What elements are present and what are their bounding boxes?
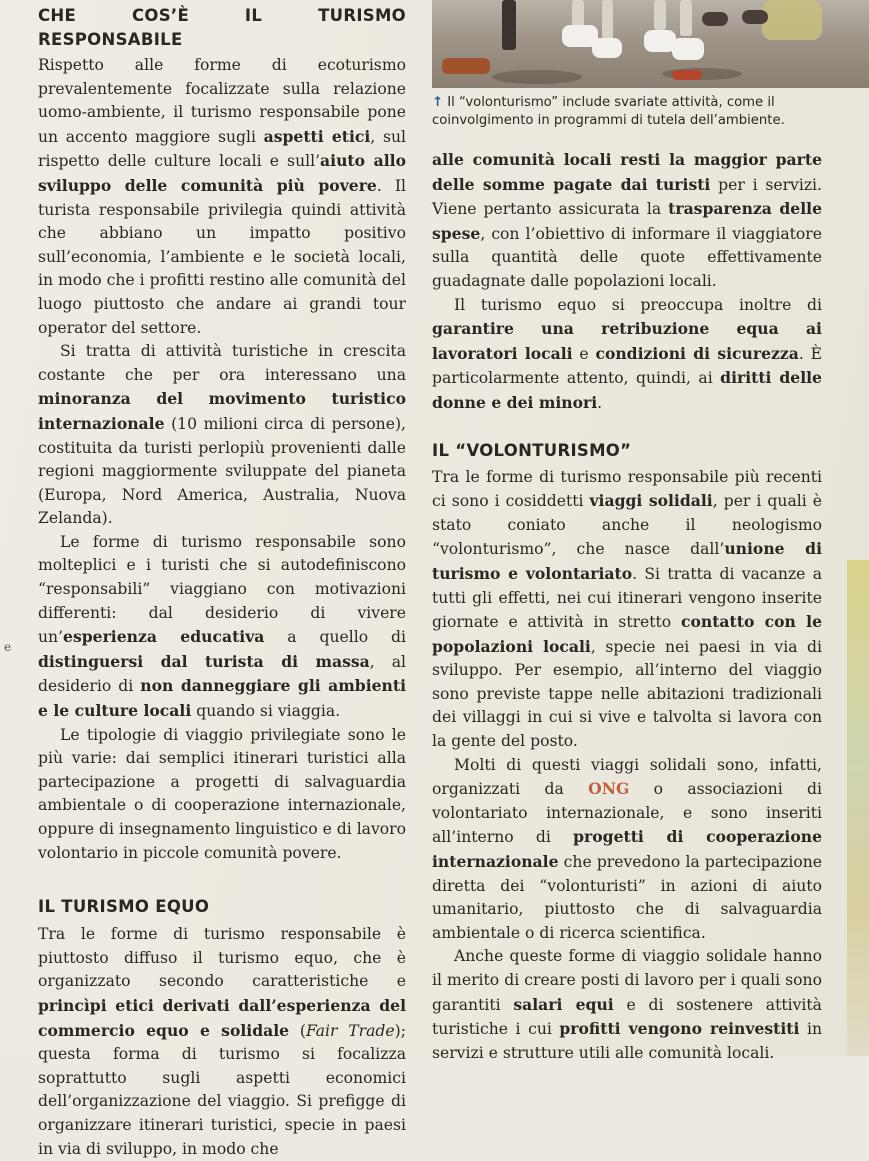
volunteers-photo: [432, 0, 869, 88]
paragraph-5-continued: alle comunità locali resti la maggior parte delle somme pagate dai turisti per i servizi. Viene pertanto assicurata la trasparenza delle spese, con l’obiettivo di informare il viaggiatore sulla quantità delle quote effettivamente guadagnate dalle popolazioni locali.: [432, 150, 822, 290]
paragraph-7: Tra le forme di turismo responsabile più recenti ci sono i cosiddetti viaggi solidali, per i quali è stato coniato anche il neologismo “volonturismo”, che nasce dall’unione di turismo e volontariato. Si tratta di vacanze a tutti gli effetti, nei cui itinerari vengono inserite giornate e attività in stretto contatto con le popolazioni locali, specie nei paesi in via di sviluppo. Per esempio, all’interno del viaggio sono previste tappe nelle abitazioni tradizionali dei villaggi in cui si vive e talvolta si lavora con la gente del posto.: [432, 467, 823, 751]
paragraph-3: Le forme di turismo responsabile sono molteplici e i turisti che si autodefiniscono “responsabili” viaggiano con motivazioni differenti: dal desiderio di vivere un’esperienza educativa a quello di distinguersi dal turista di massa, al desiderio di non danneggiare gli ambienti e le culture locali quando si viaggia.: [38, 532, 407, 721]
arrow-up-icon: ↑: [432, 95, 444, 110]
heading-turismo-equo: IL TURISMO EQUO: [38, 897, 210, 917]
ong-term: ONG: [588, 779, 630, 799]
heading-volonturismo: IL “VOLONTURISMO”: [432, 440, 632, 460]
paragraph-4: Le tipologie di viaggio privilegiate sono le più varie: dai semplici itinerari turistici alla partecipazione a progetti di salvaguardia ambientale o di cooperazione internazionale, oppure di insegnamento linguistico e di lavoro volontario in piccole comunità povere.: [38, 725, 407, 862]
next-page-edge: [847, 560, 869, 1056]
margin-mark: e: [4, 640, 12, 654]
photo-caption-text: Il “volonturismo” include svariate attività, come il coinvolgimento in programmi di tutela dell’ambiente.: [432, 95, 785, 128]
right-column: [432, 148, 822, 1065]
paragraph-9: Anche queste forme di viaggio solidale hanno il merito di creare posti di lavoro per i quali sono garantiti salari equi e di sostenere attività turistiche i cui profitti vengono reinvestiti in servizi e strutture utili alle comunità locali.: [432, 947, 822, 1062]
photo-caption: [432, 94, 832, 130]
paragraph-2: Si tratta di attività turistiche in crescita costante che per ora interessano una minoranza del movimento turistico internazionale (10 milioni circa di persone), costituita da turisti perlopiù provenienti dalle regioni maggiormente sviluppate del pianeta (Europa, Nord America, Australia, Nuova Zelanda).: [38, 342, 406, 528]
left-column: [38, 4, 406, 1161]
heading-turismo-responsabile: CHE COS’È IL TURISMO RESPONSABILE: [38, 6, 406, 49]
paragraph-1: Rispetto alle forme di ecoturismo prevalentemente focalizzate sulla relazione uomo-ambiente, il turismo responsabile pone un accento maggiore sugli aspetti etici, sul rispetto delle culture locali e sull’aiuto allo sviluppo delle comunità più povere. Il turista responsabile privilegia quindi attività che abbiano un impatto positivo sull’economia, l’ambiente e le società locali, in modo che i profitti restino alle comunità del luogo piuttosto che andare ai grandi tour operator del settore.: [38, 56, 407, 337]
paragraph-5: Tra le forme di turismo responsabile è piuttosto diffuso il turismo equo, che è organizzato secondo caratteristiche e princìpi etici derivati dall’esperienza del commercio equo e solidale (Fair Trade); questa forma di turismo si focalizza soprattutto sugli aspetti economici dell’organizzazione del viaggio. Si prefigge di organizzare itinerari turistici, specie in paesi in via di sviluppo, in modo che: [38, 925, 406, 1158]
paragraph-8: Molti di questi viaggi solidali sono, infatti, organizzati da ONG o associazioni di volontariato internazionale, e sono inseriti all’interno di progetti di cooperazione internazionale che prevedono la partecipazione diretta dei “volonturisti” in azioni di aiuto umanitario, piuttosto che di salvaguardia ambientale o di ricerca scientifica.: [432, 755, 822, 942]
paragraph-6: Il turismo equo si preoccupa inoltre di garantire una retribuzione equa ai lavoratori locali e condizioni di sicurezza. È particolarmente attento, quindi, ai diritti delle donne e dei minori.: [432, 295, 822, 412]
